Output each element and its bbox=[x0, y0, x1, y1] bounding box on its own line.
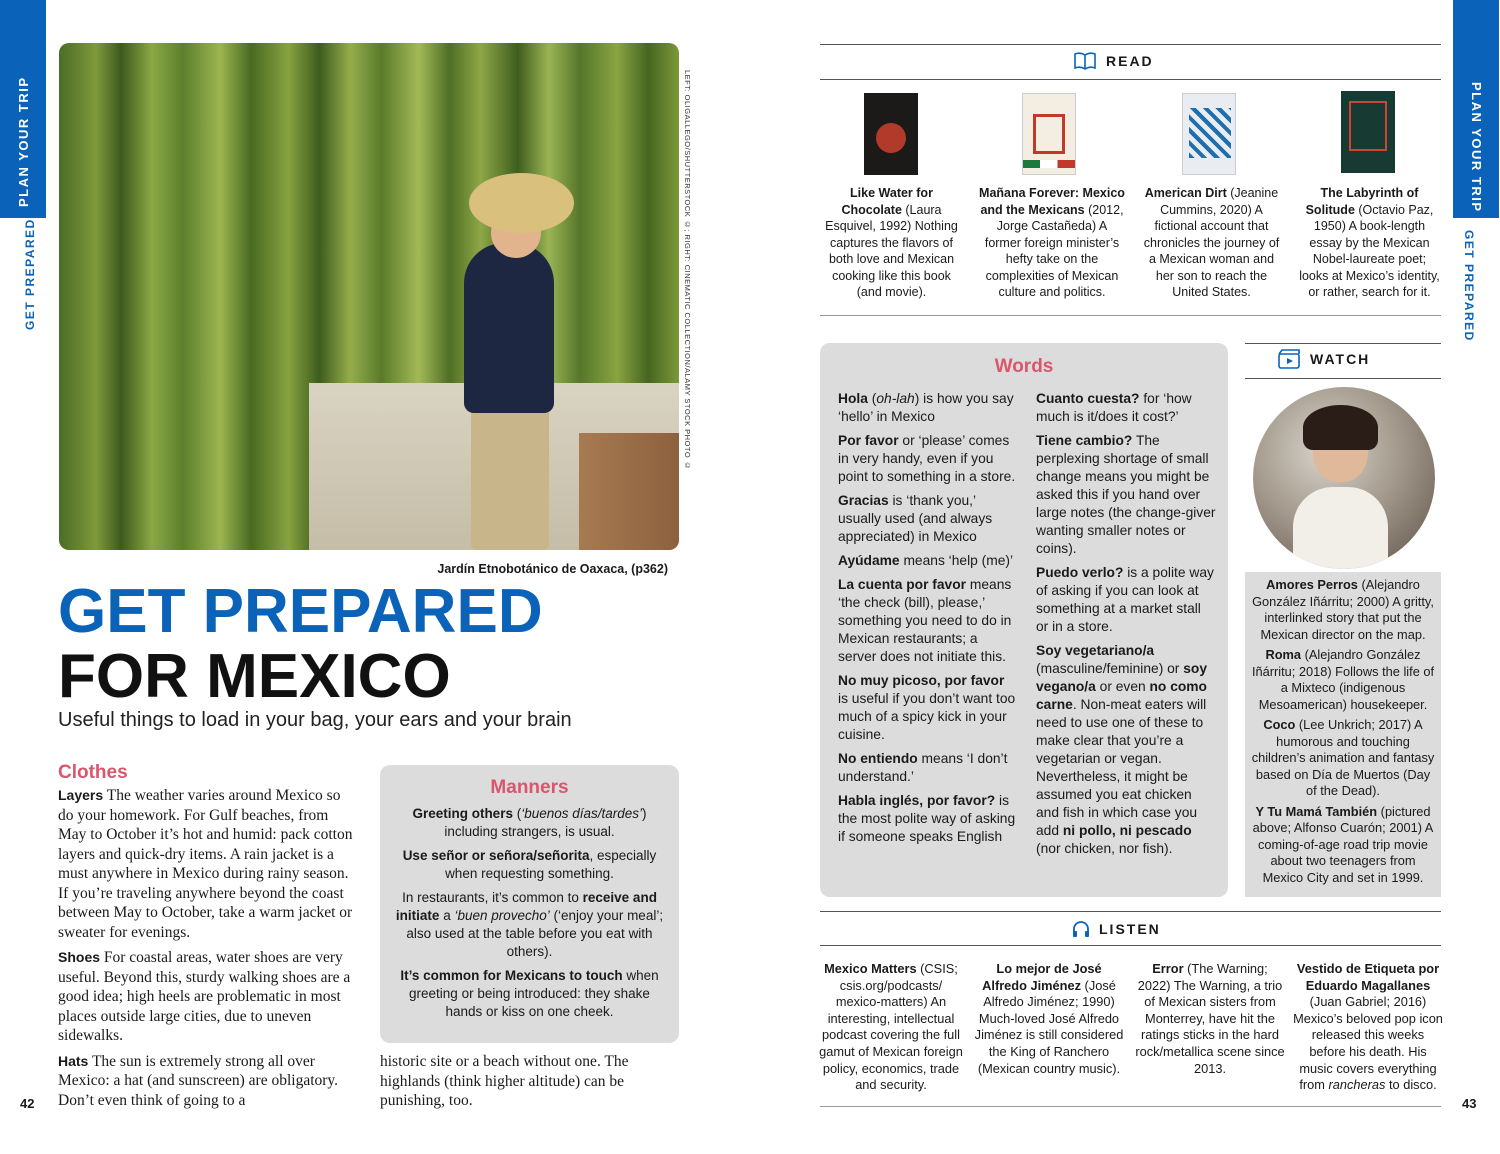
manners-touch: It’s common for Mexicans to touch when greeting or being introduced: they shake hands or kiss on one cheek. bbox=[400, 968, 659, 1019]
word-puedo-verlo: Puedo verlo? is a polite way of asking if you can look at something at a market stall or in a store. bbox=[1036, 565, 1214, 634]
watch-header bbox=[1278, 349, 1370, 369]
clothes-shoes: Shoes For coastal areas, water shoes are very useful. Beyond this, sturdy walking shoes are a good idea; high heels are problematic in most places outside large cities, due to uneven sidewalks. bbox=[58, 949, 351, 1044]
listen-top-rule bbox=[820, 911, 1441, 912]
watch-box bbox=[1245, 572, 1441, 897]
left-chapter-label: GET PREPARED bbox=[23, 218, 37, 330]
clothes-continuation: historic site or a beach without one. The highlands (think higher altitude) can be punishing, too. bbox=[380, 1053, 629, 1109]
left-section-tab-label: PLAN YOUR TRIP bbox=[16, 76, 31, 207]
film-roma: Roma (Alejandro González Iñárritu; 2018) Follows the life of a Mixteco (indigenous Mesoamerican) housekeeper. bbox=[1251, 647, 1435, 712]
word-soy-vegetariano: Soy vegetariano/a (masculine/feminine) or soy vegano/a or even no como carne. Non-meat eaters will need to use one of these to make clear that you’re a vegetarian or vegan. Nevertheless, it might be assumed you eat chicken and fish in which case you add ni pollo, ni pescado (nor chicken, nor fish). bbox=[1036, 643, 1207, 856]
page-number-left: 42 bbox=[20, 1096, 35, 1111]
book-manana-forever: Mañana Forever: Mexico and the Mexicans (2012, Jorge Castañeda) A former foreign minister’s hefty take on the complexities of Mexican culture and politics. bbox=[979, 186, 1125, 299]
word-hola: Hola (oh-lah) is how you say ‘hello’ in Mexico bbox=[838, 391, 1014, 424]
word-cuanto-cuesta: Cuanto cuesta? for ‘how much is it/does it cost?’ bbox=[1036, 391, 1192, 424]
page-title-line1: GET PREPARED bbox=[58, 577, 543, 646]
book-cover-manana-forever bbox=[1022, 93, 1076, 175]
book-labyrinth: The Labyrinth of Solitude (Octavio Paz, 1950) A book-length essay by the Mexican Nobel-laureate poet; looks at Mexico’s identity, or rather, search for it. bbox=[1299, 186, 1440, 299]
watch-header-rule bbox=[1245, 378, 1441, 379]
words-right-column bbox=[1036, 390, 1216, 864]
page-subtitle: Useful things to load in your bag, your ears and your brain bbox=[58, 709, 572, 731]
listen-error: Error (The Warning; 2022) The Warning, a trio of Mexican sisters from Monterrey, have hit the ratings sticks in the hard rock/metallica scene since 2013. bbox=[1135, 961, 1285, 1076]
book-cover-american-dirt bbox=[1182, 93, 1236, 175]
watch-heading: WATCH bbox=[1310, 351, 1371, 367]
words-box bbox=[820, 343, 1228, 897]
clothes-section bbox=[58, 762, 358, 1116]
manners-box bbox=[380, 765, 679, 1043]
film-coco: Coco (Lee Unkrich; 2017) A humorous and touching children’s animation and fantasy based on Día de Muertos (Day of the Dead). bbox=[1251, 717, 1435, 798]
read-heading: READ bbox=[1106, 53, 1154, 69]
words-heading: Words bbox=[994, 356, 1054, 377]
film-y-tu-mama: Y Tu Mamá También (pictured above; Alfonso Cuarón; 2001) A coming-of-age road trip movie about two teenagers from Mexico City and set in 1999. bbox=[1252, 803, 1434, 885]
word-tiene-cambio: Tiene cambio? The perplexing shortage of small change means you might be asked this if you hand over large notes (the change-giver wanting smaller notes or coins). bbox=[1036, 433, 1216, 556]
word-habla-ingles: Habla inglés, por favor? is the most polite way of asking if someone speaks English bbox=[838, 793, 1016, 844]
manners-restaurants: In restaurants, it’s common to receive and initiate a ‘buen provecho’ (‘enjoy your meal’; also used at the table before you eat with others). bbox=[395, 890, 664, 959]
headphones-icon bbox=[1071, 919, 1091, 939]
read-top-rule bbox=[820, 44, 1441, 45]
watch-top-rule bbox=[1245, 343, 1441, 344]
book-like-water: Like Water for Chocolate (Laura Esquivel, 1992) Nothing captures the flavors of both love and Mexican cooking like this book (and movie). bbox=[825, 186, 958, 299]
listen-bottom-rule bbox=[820, 1106, 1441, 1107]
video-icon bbox=[1278, 349, 1300, 369]
photo-man-hat bbox=[469, 173, 574, 233]
right-section-tab-label: PLAN YOUR TRIP bbox=[1469, 82, 1484, 213]
word-gracias: Gracias is ‘thank you,’ usually used (and always appreciated) in Mexico bbox=[838, 493, 993, 544]
book-american-dirt: American Dirt (Jeanine Cummins, 2020) A fictional account that chronicles the journey of a Mexican woman and her son to reach the United States. bbox=[1143, 186, 1280, 299]
manners-greeting: Greeting others (‘buenos días/tardes’) including strangers, is usual. bbox=[412, 806, 647, 839]
word-la-cuenta: La cuenta por favor means ‘the check (bill), please,’ something you need to do in Mexican restaurants; a server does not initiate this. bbox=[838, 577, 1012, 664]
listen-vestido: Vestido de Etiqueta por Eduardo Magallanes (Juan Gabriel; 2016) Mexico’s beloved pop icon released this weeks before his death. His music covers everything from rancheras to disco. bbox=[1293, 961, 1443, 1093]
clothes-body bbox=[58, 786, 358, 1110]
read-header-rule bbox=[820, 79, 1441, 80]
photo-caption: Jardín Etnobotánico de Oaxaca, (p362) bbox=[437, 562, 668, 576]
word-por-favor: Por favor or ‘please’ comes in very handy, even if you point to something in a store. bbox=[838, 433, 1016, 484]
listen-heading: LISTEN bbox=[1099, 921, 1161, 937]
read-header bbox=[1074, 52, 1154, 70]
page-title-line2: FOR MEXICO bbox=[58, 642, 451, 711]
book-cover-labyrinth bbox=[1341, 91, 1395, 173]
word-no-muy-picoso: No muy picoso, por favor is useful if you don’t want too much of a spicy kick in your cuisine. bbox=[838, 673, 1016, 742]
page-number-right: 43 bbox=[1462, 1096, 1477, 1111]
photo-stone-wall bbox=[579, 433, 679, 550]
manners-heading: Manners bbox=[490, 777, 569, 798]
film-amores-perros: Amores Perros (Alejandro González Iñárritu; 2000) A gritty, interlinked story that put the Mexican director on the map. bbox=[1252, 577, 1434, 642]
book-icon bbox=[1074, 52, 1096, 70]
photo-credit: LEFT: OLIGALLEGO/SHUTTERSTOCK ©; RIGHT: CINEMATIC COLLECTION/ALAMY STOCK PHOTO © bbox=[683, 70, 692, 471]
right-chapter-label: GET PREPARED bbox=[1462, 230, 1476, 342]
read-bottom-rule bbox=[820, 315, 1441, 316]
photo-man-shirt bbox=[464, 243, 554, 413]
word-no-entiendo: No entiendo means ‘I don’t understand.’ bbox=[838, 751, 1008, 784]
book-cover-like-water bbox=[864, 93, 918, 175]
cactus-garden-photo bbox=[59, 43, 679, 550]
listen-mexico-matters: Mexico Matters (CSIS; csis.org/podcasts/ mexico-matters) An interesting, intellectual podcast covering the full gamut of Mexican foreign policy, economics, trade and security. bbox=[819, 961, 963, 1093]
word-ayudame: Ayúdame means ‘help (me)’ bbox=[838, 553, 1014, 568]
clothes-layers: Layers The weather varies around Mexico so do your homework. For Gulf beaches, from May to October it’s hot and humid: pack cotton layers and quick-dry items. A rain jacket is a must anywhere in Mexico during rainy season. If you’re traveling anywhere beyond the coast between May to October, take a warm jacket or sweater for evenings. bbox=[58, 787, 353, 941]
listen-jose-alfredo: Lo mejor de José Alfredo Jiménez (José Alfredo Jiménez; 1990) Much-loved José Alfredo Jiménez is still considered the King of Ranchero (Mexican country music). bbox=[974, 961, 1124, 1076]
clothes-hats: Hats The sun is extremely strong all over Mexico: a hat (and sunscreen) are obligatory. Don’t even think of going to a bbox=[58, 1052, 339, 1109]
listen-header-rule bbox=[820, 945, 1441, 946]
clothes-heading: Clothes bbox=[58, 762, 128, 783]
photo-man-shorts bbox=[471, 408, 549, 550]
film-still-photo bbox=[1253, 387, 1435, 569]
words-left-column bbox=[838, 390, 1018, 852]
manners-senor: Use señor or señora/señorita, especially when requesting something. bbox=[402, 848, 657, 881]
listen-header bbox=[1071, 919, 1161, 939]
